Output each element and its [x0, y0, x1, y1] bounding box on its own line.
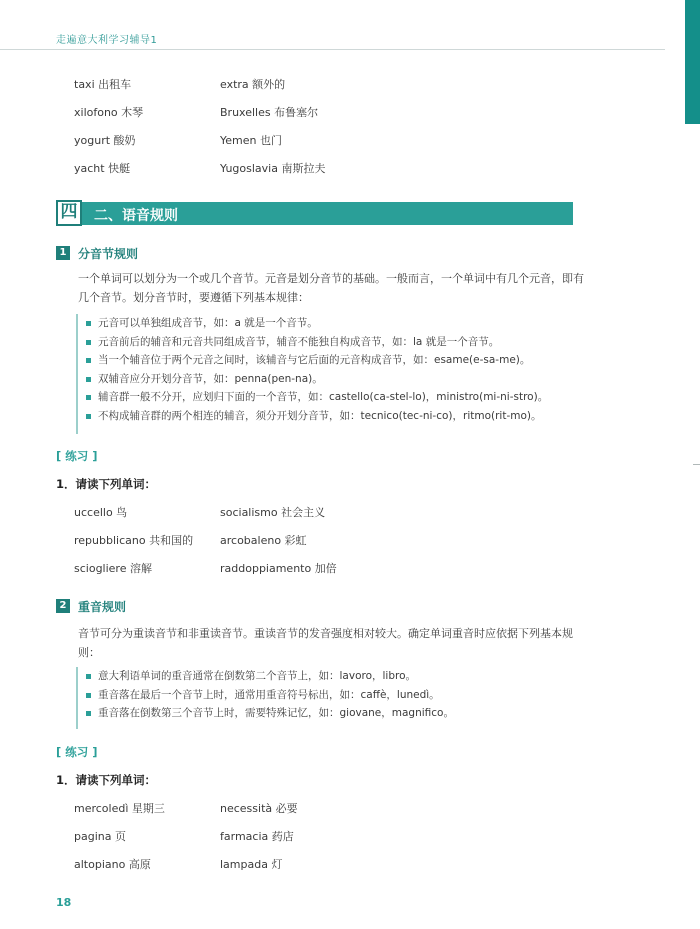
- vocab-left: uccello 鸟: [74, 506, 128, 519]
- vocab-left: xilofono 木琴: [74, 106, 144, 119]
- body-paragraph: 一个单词可以划分为一个或几个音节。元音是划分音节的基础。一般而言，一个单词中有几个元音，即有几个音节。划分音节时，要遵循下列基本规律：: [78, 272, 584, 304]
- vocab-row: [74, 76, 286, 92]
- section-title: 二、语音规则: [94, 208, 178, 224]
- vocab-row: [74, 828, 294, 844]
- vocab-left: yogurt 酸奶: [74, 134, 136, 147]
- rule-item: 当一个辅音位于两个元音之间时，该辅音与它后面的元音构成音节，如：esame(e-sa-me)。: [86, 351, 578, 370]
- rules-box: [76, 667, 578, 729]
- rule-item: 意大利语单词的重音通常在倒数第二个音节上，如：lavoro，libro。: [86, 667, 578, 686]
- vocab-right: Bruxelles 布鲁塞尔: [220, 106, 319, 119]
- vocab-right: arcobaleno 彩虹: [220, 534, 307, 547]
- vocab-row: [74, 160, 326, 176]
- section-number-icon: 四: [56, 200, 82, 226]
- vocab-right: raddoppiamento 加倍: [220, 562, 337, 575]
- body-paragraph: 音节可分为重读音节和非重读音节。重读音节的发音强度相对较大。确定单词重音时应依据下列基本规则：: [78, 627, 573, 659]
- vocab-left: repubblicano 共和国的: [74, 534, 194, 547]
- vocab-left: altopiano 高原: [74, 858, 151, 871]
- running-header: 走遍意大利学习辅导1: [56, 35, 158, 46]
- vocab-right: Yugoslavia 南斯拉夫: [220, 162, 326, 175]
- rule-item: 重音落在倒数第三个音节上时，需要特殊记忆，如：giovane，magnifico。: [86, 704, 578, 723]
- subsection-number-badge: 2: [56, 599, 70, 613]
- practice-label: [ 练习 ]: [56, 745, 98, 759]
- vocab-right: extra 额外的: [220, 78, 286, 91]
- subsection-title: 分音节规则: [78, 247, 139, 261]
- rule-item: 重音落在最后一个音节上时，通常用重音符号标出，如：caffè，lunedì。: [86, 686, 578, 705]
- exercise-instruction: 1．请读下列单词：: [56, 477, 157, 491]
- page-number: 18: [56, 896, 72, 909]
- vocab-row: [74, 560, 337, 576]
- subsection-title: 重音规则: [78, 600, 127, 614]
- vocab-right: lampada 灯: [220, 858, 283, 871]
- vocab-right: farmacia 药店: [220, 830, 294, 843]
- rule-item: 辅音群一般不分开，应划归下面的一个音节，如：castello(ca-stel-lo)，ministro(mi-ni-stro)。: [86, 388, 578, 407]
- vocab-left: taxi 出租车: [74, 78, 132, 91]
- practice-label: [ 练习 ]: [56, 449, 98, 463]
- chapter-edge-tab: [685, 0, 700, 124]
- vocab-right: socialismo 社会主义: [220, 506, 326, 519]
- vocab-left: yacht 快艇: [74, 162, 131, 175]
- subsection-number-badge: 1: [56, 246, 70, 260]
- vocab-row: [74, 132, 282, 148]
- rule-item: 双辅音应分开划分音节，如：penna(pen-na)。: [86, 370, 578, 389]
- header-divider: [0, 49, 665, 50]
- rules-box: [76, 314, 578, 434]
- edge-tick-mark: [693, 464, 700, 465]
- rule-item: 元音可以单独组成音节，如：a 就是一个音节。: [86, 314, 578, 333]
- exercise-instruction: 1．请读下列单词：: [56, 773, 157, 787]
- vocab-right: Yemen 也门: [220, 134, 282, 147]
- vocab-row: [74, 532, 307, 548]
- vocab-left: sciogliere 溶解: [74, 562, 152, 575]
- rule-item: 不构成辅音群的两个相连的辅音，须分开划分音节，如：tecnico(tec-ni-co)，ritmo(rit-mo)。: [86, 407, 578, 426]
- vocab-right: necessità 必要: [220, 802, 298, 815]
- vocab-row: [74, 856, 283, 872]
- vocab-row: [74, 104, 319, 120]
- rule-item: 元音前后的辅音和元音共同组成音节，辅音不能独自构成音节，如：la 就是一个音节。: [86, 333, 578, 352]
- vocab-row: [74, 504, 326, 520]
- vocab-left: pagina 页: [74, 830, 126, 843]
- vocab-left: mercoledì 星期三: [74, 802, 165, 815]
- vocab-row: [74, 800, 298, 816]
